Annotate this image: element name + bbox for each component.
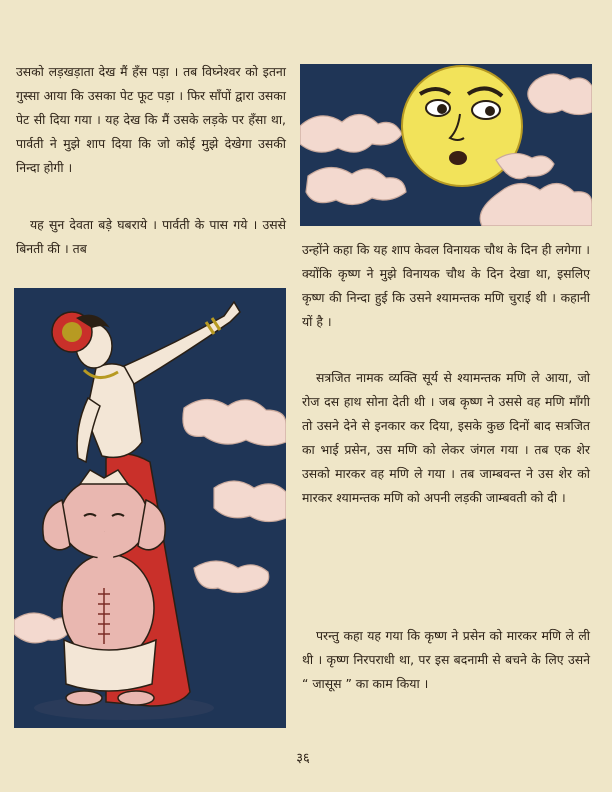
paragraph-4: सत्रजित नामक व्यक्ति सूर्य से श्यामन्तक मणि ले आया, जो रोज दस हाथ सोना देती थी । जब कृष्ण ने उससे वह मणि माँगी तो उसने देने से इनकार कर दिया, इसके कुछ दिनों बाद सत्रजित का भाई प्रसेन, उस मणि को लेकर जंगल गया । तब एक शेर उसको मारकर वह मणि ले गया । तब जाम्बवन्त ने उस शेर को मारकर श्यामन्तक मणि को अपनी लड़की जाम्बवती को दी । — [302, 370, 590, 505]
paragraph-3: उन्होंने कहा कि यह शाप केवल विनायक चौथ के दिन ही लगेगा । क्योंकि कृष्ण ने मुझे विनायक चौथ के दिन देखा था, इसलिए कृष्ण की निन्दा हुई कि उसने श्यामन्तक मणि चुराई थी । कहानी यों है । — [302, 242, 590, 329]
parvati-ganesha-illustration — [14, 288, 286, 728]
page-number: ३६ — [296, 751, 310, 766]
paragraph-2: यह सुन देवता बड़े घबराये । पार्वती के पास गये । उससे बिनती की । तब — [16, 217, 286, 256]
paragraph-5: परन्तु कहा यह गया कि कृष्ण ने प्रसेन को मारकर मणि ले ली थी । कृष्ण निरपराधी था, पर इस बदनामी से बचने के लिए उसने “ जासूस ” का काम किया । — [302, 628, 590, 691]
paragraph-1: उसको लड़खड़ाता देख मैं हँस पड़ा । तब विघ्नेश्वर को इतना गुस्सा आया कि उसका पेट फूट पड़ा । फिर साँपों द्वारा उसका पेट सी दिया गया । यह देख कि मैं उसके लड़के पर हँसा था, पार्वती ने मुझे शाप दिया कि जो कोई मुझे देखेगा उसकी निन्दा होगी । — [16, 64, 286, 175]
moon-illustration — [300, 64, 592, 226]
